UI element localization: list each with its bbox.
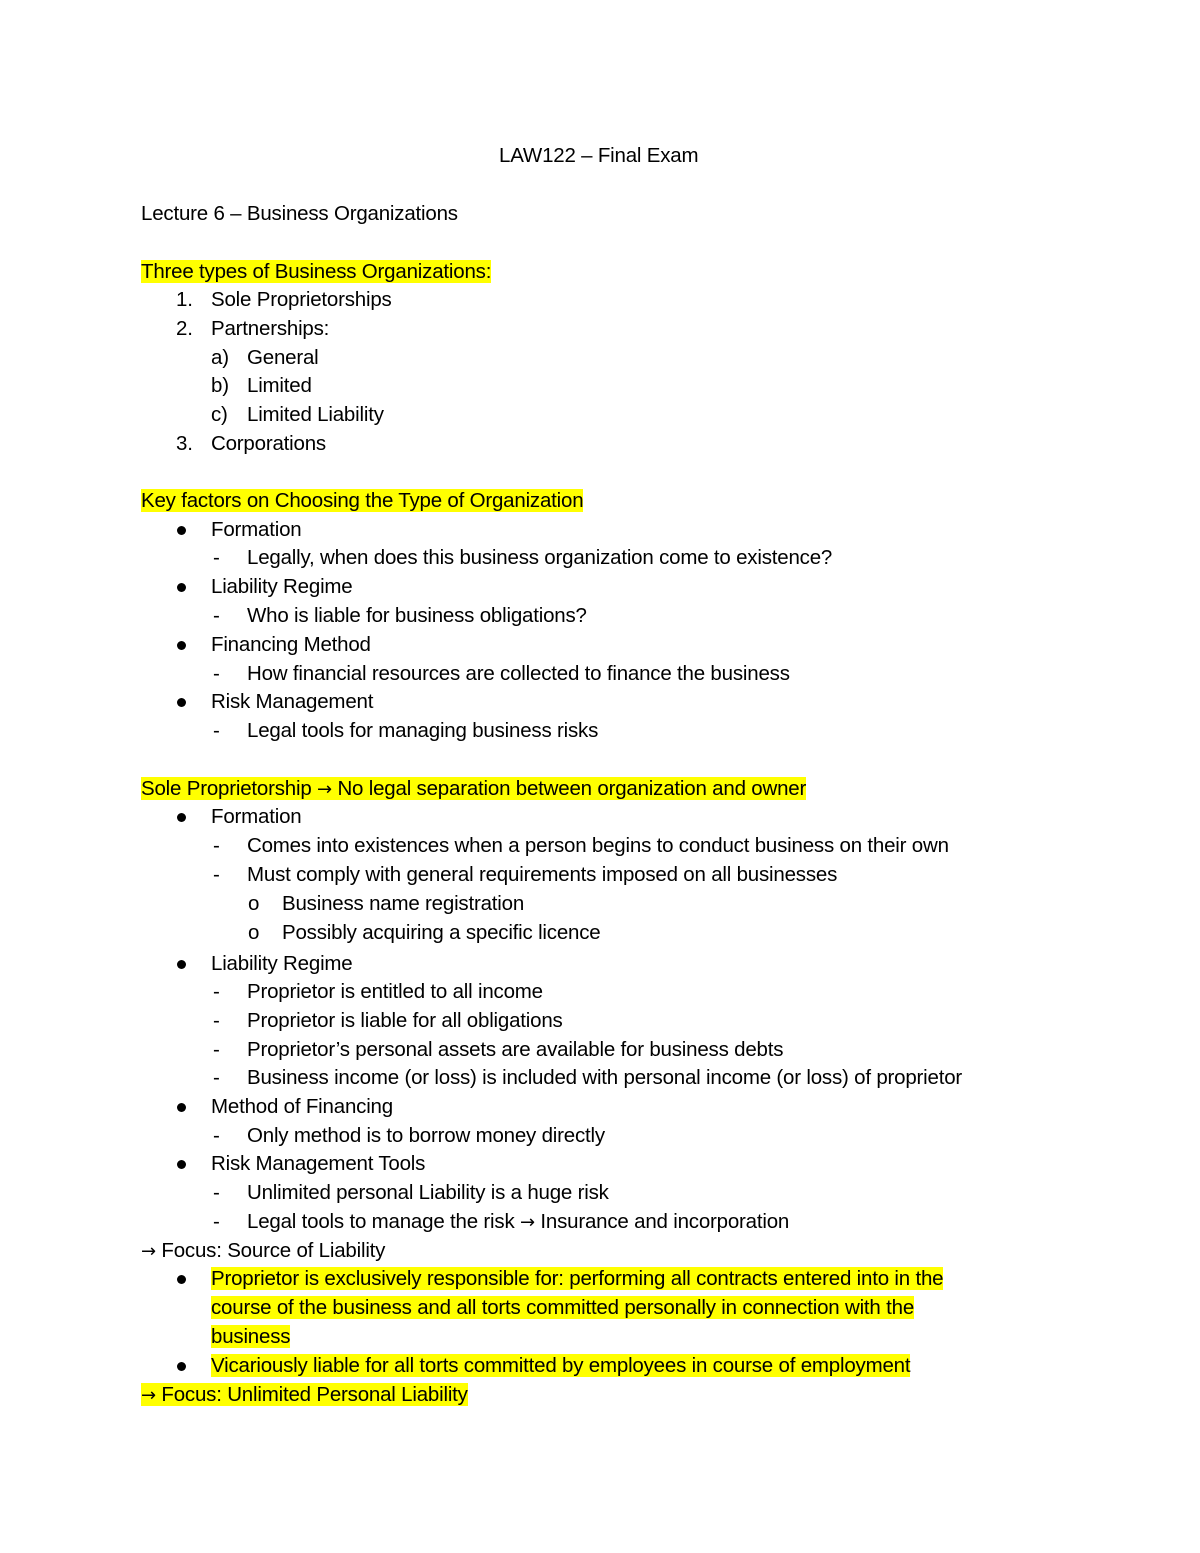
bullet-icon	[177, 698, 186, 707]
highlighted-bullet-text: Vicariously liable for all torts committed by employees in course of employment	[211, 1354, 911, 1377]
bullet-icon	[177, 526, 186, 535]
circle-bullet-icon: o	[248, 892, 260, 915]
sub-bullet-text: Legally, when does this business organization come to existence?	[247, 546, 833, 569]
sub-sub-bullet-text: Possibly acquiring a specific licence	[282, 921, 601, 944]
sub-list-marker: b)	[211, 374, 229, 397]
sub-bullet-text: Proprietor’s personal assets are available for business debts	[247, 1038, 784, 1061]
dash-icon: -	[213, 719, 220, 742]
arrow-right-icon: →	[141, 1241, 156, 1262]
dash-icon: -	[213, 834, 220, 857]
focus-source-of-liability: → Focus: Source of Liability	[141, 1239, 386, 1262]
list-item-text: Sole Proprietorships	[211, 288, 392, 311]
bullet-icon	[177, 641, 186, 650]
section-heading-sole-proprietorship: Sole Proprietorship → No legal separation between organization and owner	[141, 777, 807, 800]
sub-bullet-text: Legal tools for managing business risks	[247, 719, 599, 742]
focus-unlimited-liability: → Focus: Unlimited Personal Liability	[141, 1383, 468, 1406]
sub-bullet-text: Who is liable for business obligations?	[247, 604, 587, 627]
bullet-text: Liability Regime	[211, 575, 353, 598]
list-item: 3.	[176, 432, 193, 455]
bullet-icon	[177, 1103, 186, 1112]
bullet-text: Risk Management	[211, 690, 374, 713]
list-item: 2.	[176, 317, 193, 340]
lecture-heading: Lecture 6 – Business Organizations	[141, 202, 458, 225]
sub-bullet-text: Only method is to borrow money directly	[247, 1124, 605, 1147]
sub-list-marker: a)	[211, 346, 229, 369]
dash-icon: -	[213, 980, 220, 1003]
bullet-icon	[177, 1362, 186, 1371]
bullet-text: Method of Financing	[211, 1095, 393, 1118]
bullet-text: Risk Management Tools	[211, 1152, 426, 1175]
sub-bullet-text: Legal tools to manage the risk → Insurance and incorporation	[247, 1210, 790, 1233]
sub-list-text: Limited Liability	[247, 403, 384, 426]
dash-icon: -	[213, 604, 220, 627]
sub-bullet-text: Business income (or loss) is included with personal income (or loss) of proprietor	[247, 1066, 963, 1089]
section-heading-types: Three types of Business Organizations:	[141, 260, 492, 283]
sub-list-marker: c)	[211, 403, 228, 426]
document-title: LAW122 – Final Exam	[499, 144, 699, 167]
arrow-right-icon: →	[141, 1385, 156, 1406]
dash-icon: -	[213, 1038, 220, 1061]
bullet-icon	[177, 1275, 186, 1284]
dash-icon: -	[213, 1181, 220, 1204]
bullet-icon	[177, 813, 186, 822]
section-heading-key-factors: Key factors on Choosing the Type of Organization	[141, 489, 584, 512]
sub-sub-bullet-text: Business name registration	[282, 892, 525, 915]
dash-icon: -	[213, 1066, 220, 1089]
circle-bullet-icon: o	[248, 921, 260, 944]
sub-bullet-text: Comes into existences when a person begins to conduct business on their own	[247, 834, 949, 857]
sub-bullet-text: Must comply with general requirements imposed on all businesses	[247, 863, 838, 886]
sub-list-text: General	[247, 346, 319, 369]
bullet-text: Liability Regime	[211, 952, 353, 975]
bullet-icon	[177, 960, 186, 969]
arrow-right-icon: →	[317, 779, 332, 800]
sub-list-text: Limited	[247, 374, 312, 397]
list-item-text: Partnerships:	[211, 317, 330, 340]
highlighted-bullet-text-cont: business	[211, 1325, 291, 1348]
dash-icon: -	[213, 1124, 220, 1147]
sub-bullet-text: Proprietor is liable for all obligations	[247, 1009, 563, 1032]
highlighted-bullet-text-cont: course of the business and all torts committed personally in connection with the	[211, 1296, 915, 1319]
list-item: 1.	[176, 288, 193, 311]
arrow-right-icon: →	[520, 1212, 535, 1233]
highlighted-bullet-text: Proprietor is exclusively responsible for: performing all contracts entered into in the	[211, 1267, 944, 1290]
sub-bullet-text: Proprietor is entitled to all income	[247, 980, 543, 1003]
dash-icon: -	[213, 1009, 220, 1032]
dash-icon: -	[213, 1210, 220, 1233]
bullet-text: Financing Method	[211, 633, 371, 656]
dash-icon: -	[213, 863, 220, 886]
sub-bullet-text: Unlimited personal Liability is a huge risk	[247, 1181, 609, 1204]
sub-bullet-text: How financial resources are collected to finance the business	[247, 662, 790, 685]
bullet-icon	[177, 583, 186, 592]
bullet-text: Formation	[211, 518, 302, 541]
dash-icon: -	[213, 662, 220, 685]
dash-icon: -	[213, 546, 220, 569]
bullet-text: Formation	[211, 805, 302, 828]
bullet-icon	[177, 1160, 186, 1169]
list-item-text: Corporations	[211, 432, 326, 455]
